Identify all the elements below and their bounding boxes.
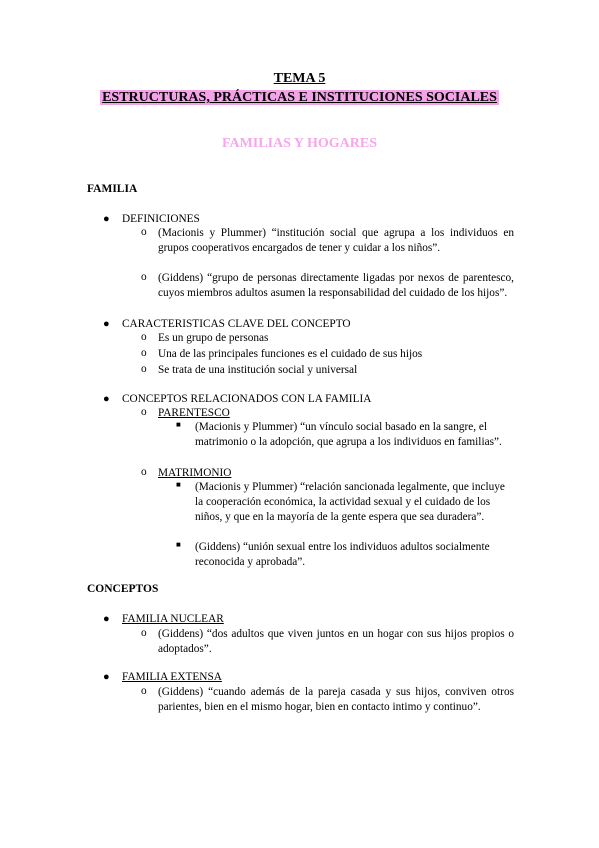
matrimonio-label: MATRIMONIO <box>158 467 232 479</box>
caracteristica-item: Una de las principales funciones es el cuidado de sus hijos <box>158 348 423 360</box>
bullet-circle-icon: o <box>141 406 147 418</box>
familia-nuclear-definicion: (Giddens) “dos adultos que viven juntos en un hogar con sus hijos propios o adoptados”. <box>158 628 514 655</box>
bullet-circle-icon: o <box>141 347 147 359</box>
bullet-disc-icon: ● <box>103 318 110 330</box>
bullet-circle-icon: o <box>141 331 147 343</box>
familia-nuclear-label: FAMILIA NUCLEAR <box>122 613 224 625</box>
bullet-disc-icon: ● <box>103 613 110 625</box>
parentesco-label: PARENTESCO <box>158 407 230 419</box>
section-title <box>0 90 599 106</box>
caracteristica-item: Es un grupo de personas <box>158 332 269 344</box>
definicion-giddens: (Giddens) “grupo de personas directamente ligadas por nexos de parentesco, cuyos miembros adultos asumen la responsabilidad del cuidado de los hijos”. <box>158 272 514 299</box>
familia-heading: FAMILIA <box>87 183 138 195</box>
definiciones-label: DEFINICIONES <box>122 213 200 225</box>
matrimonio-definicion-macionis: (Macionis y Plummer) “relación sancionada legalmente, que incluye la cooperación económica, la actividad sexual y el cuidado de los niños, y que en la mayoría de la gente espera que sea duradera”. <box>195 481 505 523</box>
subtitle: FAMILIAS Y HOGARES <box>221 136 378 151</box>
definicion-macionis: (Macionis y Plummer) “institución social que agrupa a los individuos en grupos cooperativos encargados de tener y cuidar a los niños”. <box>158 227 514 254</box>
parentesco-definicion: (Macionis y Plummer) “un vínculo social basado en la sangre, el matrimonio o la adopción, que agrupa a los individuos en familias”. <box>195 421 502 448</box>
caracteristica-item: Se trata de una institución social y universal <box>158 364 358 376</box>
bullet-square-icon: ■ <box>176 420 181 429</box>
bullet-disc-icon: ● <box>103 671 110 683</box>
bullet-circle-icon: o <box>141 271 147 283</box>
bullet-circle-icon: o <box>141 627 147 639</box>
bullet-square-icon: ■ <box>176 480 181 489</box>
bullet-circle-icon: o <box>141 466 147 478</box>
bullet-circle-icon: o <box>141 226 147 238</box>
familia-extensa-label: FAMILIA EXTENSA <box>122 671 222 683</box>
bullet-circle-icon: o <box>141 363 147 375</box>
caracteristicas-label: CARACTERISTICAS CLAVE DEL CONCEPTO <box>122 318 351 330</box>
bullet-square-icon: ■ <box>176 540 181 549</box>
bullet-circle-icon: o <box>141 685 147 697</box>
tema-title: TEMA 5 <box>273 71 326 86</box>
familia-extensa-definicion: (Giddens) “cuando además de la pareja casada y sus hijos, conviven otros parientes, bien en el mismo hogar, bien en contacto intimo y continuo”. <box>158 686 514 713</box>
bullet-disc-icon: ● <box>103 213 110 225</box>
relacionados-label: CONCEPTOS RELACIONADOS CON LA FAMILIA <box>122 393 372 405</box>
matrimonio-definicion-giddens: (Giddens) “unión sexual entre los individuos adultos socialmente reconocida y aprobada”. <box>195 541 490 568</box>
section-title-text: ESTRUCTURAS, PRÁCTICAS E INSTITUCIONES SOCIALES <box>102 90 497 105</box>
conceptos-heading: CONCEPTOS <box>87 583 159 595</box>
bullet-disc-icon: ● <box>103 393 110 405</box>
